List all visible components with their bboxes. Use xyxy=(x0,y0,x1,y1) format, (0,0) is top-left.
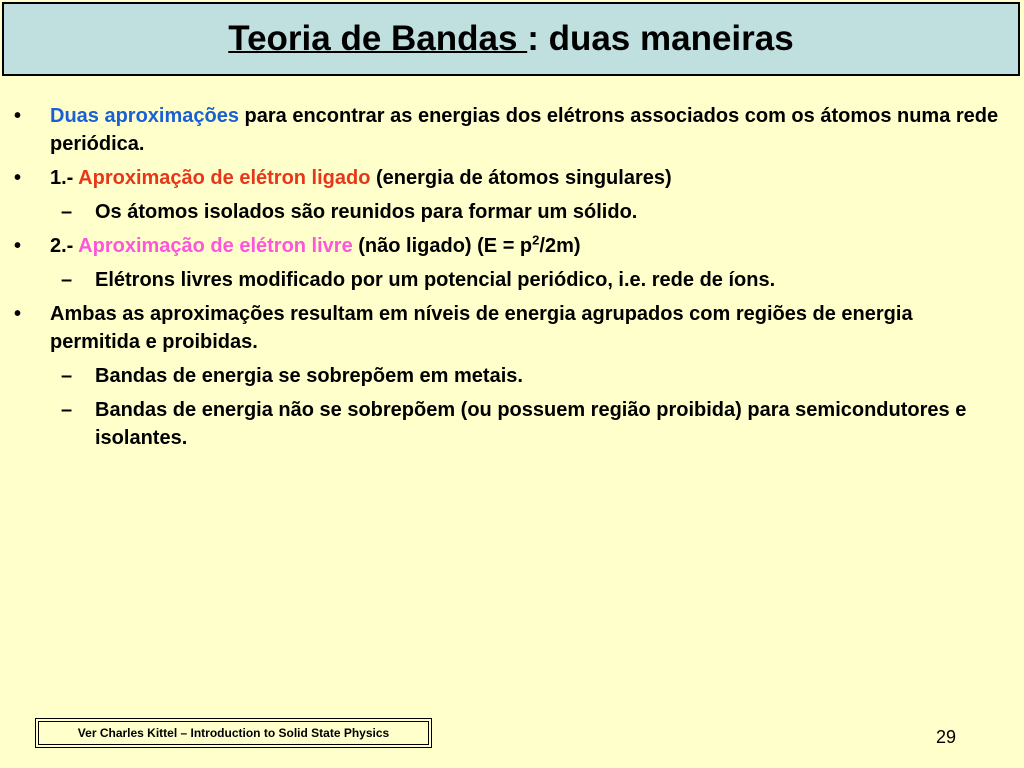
slide-title xyxy=(228,19,793,59)
footer-reference: Ver Charles Kittel – Introduction to Solid State Physics xyxy=(77,726,390,740)
footer-reference-box xyxy=(35,718,432,748)
bullet-marker: • xyxy=(14,105,22,127)
bullet-3-text-end: /2m) xyxy=(539,235,581,257)
dash-marker: – xyxy=(61,269,73,291)
dash-marker: – xyxy=(61,399,73,421)
bullet-4-text: Ambas as aproximações resultam em níveis de energia agrupados com regiões de energia permitida e proibidas. xyxy=(50,303,913,353)
bullet-3-highlight: Aproximação de elétron livre xyxy=(78,235,353,257)
bullet-3-superscript: 2 xyxy=(532,232,540,248)
subbullet-2-1-text: Os átomos isolados são reunidos para formar um sólido. xyxy=(95,201,638,223)
bullet-3-text: (não ligado) (E = p xyxy=(352,235,533,257)
bullet-2-text: (energia de átomos singulares) xyxy=(370,167,672,189)
bullet-marker: • xyxy=(14,167,22,189)
bullet-2-prefix: 1.- xyxy=(50,167,79,189)
bullet-2-highlight: Aproximação de elétron ligado xyxy=(78,167,371,189)
bullet-1-highlight: Duas aproximações xyxy=(50,105,239,127)
bullet-1-text: para encontrar as energias dos elétrons associados com os átomos numa rede periódica. xyxy=(50,105,999,155)
dash-marker: – xyxy=(61,201,73,223)
bullet-3 xyxy=(14,232,1000,260)
subbullet-4-1-text: Bandas de energia se sobrepõem em metais. xyxy=(95,365,523,387)
bullet-marker: • xyxy=(14,303,22,325)
bullet-2 xyxy=(14,164,1000,192)
subbullet-4-2-text: Bandas de energia não se sobrepõem (ou possuem região proibida) para semicondutores e isolantes. xyxy=(95,399,967,449)
bullet-4 xyxy=(14,300,1000,356)
bullet-3-prefix: 2.- xyxy=(50,235,79,257)
subbullet-3-1 xyxy=(61,266,1000,294)
title-rest: : duas maneiras xyxy=(527,19,794,58)
bullet-1 xyxy=(14,102,1000,158)
dash-marker: – xyxy=(61,365,73,387)
subbullet-2-1 xyxy=(61,198,1000,226)
title-underlined: Teoria de Bandas xyxy=(228,19,528,58)
page-number: 29 xyxy=(936,727,957,747)
title-box xyxy=(2,2,1020,76)
bullet-marker: • xyxy=(14,235,22,257)
subbullet-4-2 xyxy=(61,396,1000,452)
subbullet-3-1-text: Elétrons livres modificado por um potencial periódico, i.e. rede de íons. xyxy=(95,269,776,291)
subbullet-4-1 xyxy=(61,362,1000,390)
